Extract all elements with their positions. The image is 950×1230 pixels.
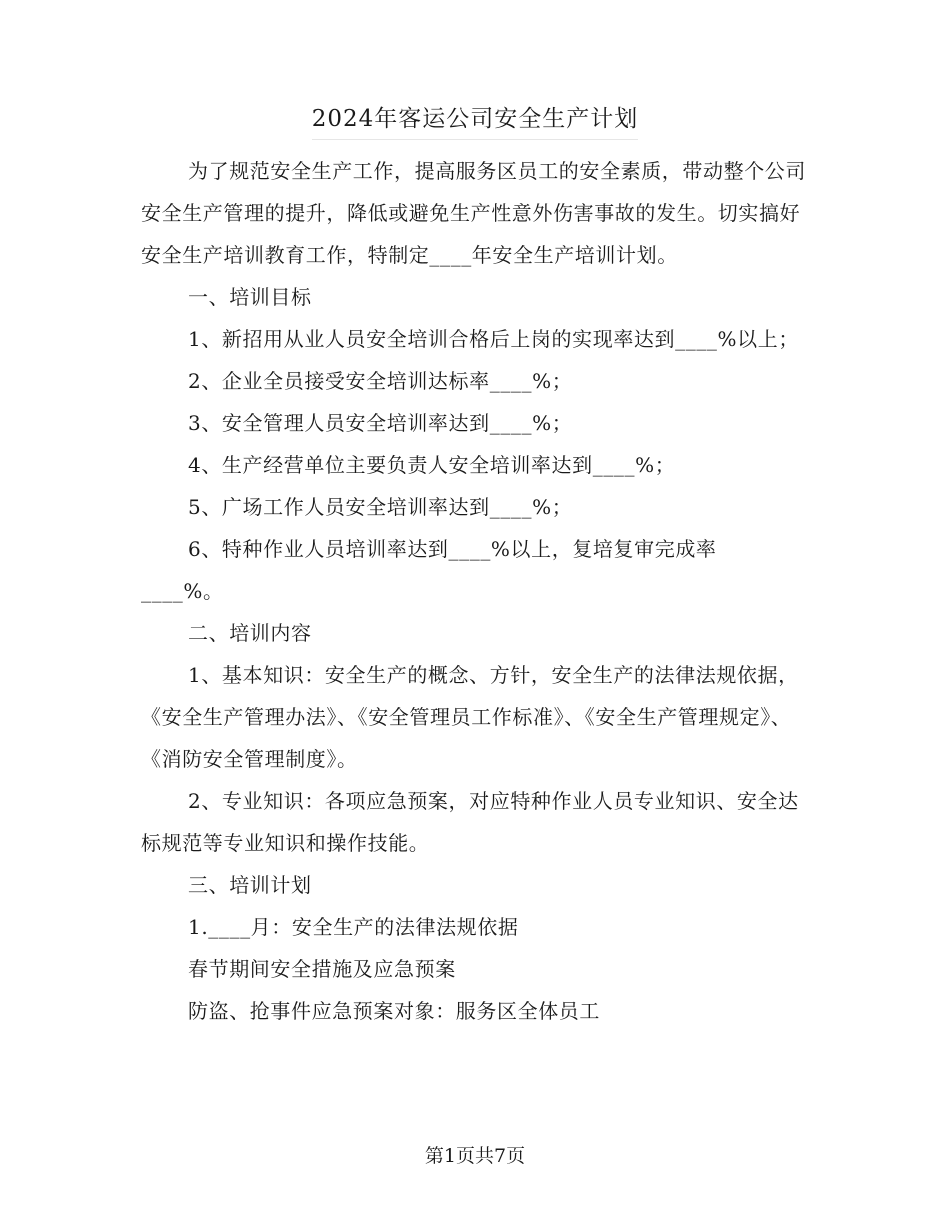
goal-item-5: 5、广场工作人员安全培训率达到____%； [188, 495, 573, 519]
content-item-2: 2、专业知识：各项应急预案，对应特种作业人员专业知识、安全达标规范等专业知识和操作技能。 [141, 789, 799, 855]
section-heading-plan: 三、培训计划 [188, 873, 312, 897]
content-item-1: 1、基本知识：安全生产的概念、方针，安全生产的法律法规依据，《安全生产管理办法》、《安全管理员工作标准》、《安全生产管理规定》、《消防安全管理制度》。 [141, 663, 799, 771]
intro-paragraph: 为了规范安全生产工作，提高服务区员工的安全素质，带动整个公司安全生产管理的提升，降低或避免生产性意外伤害事故的发生。切实搞好安全生产培训教育工作，特制定____年安全生产培训计划。 [141, 159, 806, 267]
document-title: 2024年客运公司安全生产计划 [312, 100, 639, 140]
document-body [141, 150, 811, 1032]
section-heading-goals: 一、培训目标 [188, 285, 312, 309]
goal-item-6: 6、特种作业人员培训率达到____%以上，复培复审完成率 [188, 537, 717, 561]
plan-item-1: 1.____月：安全生产的法律法规依据 [188, 915, 519, 939]
goal-item-4: 4、生产经营单位主要负责人安全培训率达到____%； [188, 453, 676, 477]
plan-line-spring: 春节期间安全措施及应急预案 [188, 957, 456, 981]
page-number: 第1页共7页 [424, 1145, 526, 1167]
goal-item-2: 2、企业全员接受安全培训达标率____%； [188, 369, 573, 393]
section-heading-content: 二、培训内容 [188, 621, 312, 645]
goal-item-3: 3、安全管理人员安全培训率达到____%； [188, 411, 573, 435]
title-area [0, 100, 950, 140]
page-footer [0, 1141, 950, 1168]
goal-item-6-continuation: ____%。 [141, 579, 224, 603]
goal-item-1: 1、新招用从业人员安全培训合格后上岗的实现率达到____%以上； [188, 327, 799, 351]
plan-line-target: 防盗、抢事件应急预案对象：服务区全体员工 [188, 999, 600, 1023]
